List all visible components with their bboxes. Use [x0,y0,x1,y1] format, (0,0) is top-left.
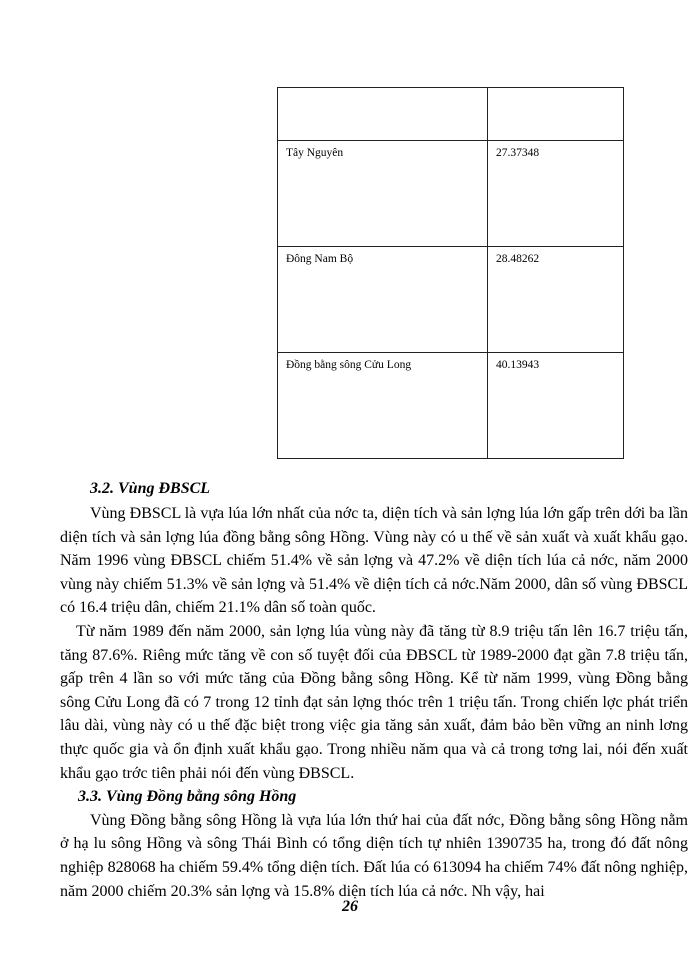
region-cell [278,88,488,141]
paragraph: Vùng ĐBSCL là vựa lúa lớn nhất của nớc ta, diện tích và sản lợng lúa lớn gấp trên dới ba lần diện tích và sản lợng lúa đồng bằng sông Hồng. Vùng này có u thế về sản xuất và xuất khẩu gạo. Năm 1996 vùng ĐBSCL chiếm 51.4% về sản lợng và 47.2% về diện tích lúa cả nớc, năm 2000 vùng này chiếm 51.3% về sản lợng và 51.4% về diện tích cả nớc.Năm 2000, dân số vùng ĐBSCL có 16.4 triệu dân, chiếm 21.1% dân số toàn quốc. [60,505,688,617]
value-cell: 40.13943 [488,353,624,459]
section-heading-3-2: 3.2. Vùng ĐBSCL [90,480,211,497]
value-cell: 28.48262 [488,247,624,353]
paragraph: Vùng Đồng bằng sông Hồng là vựa lúa lớn thứ hai của đất nớc, Đồng bằng sông Hồng nằm ở hạ lu sông Hồng và sông Thái Bình có tổng diện tích tự nhiên 1390735 ha, trong đó đất nông nghiệp 828068 ha chiếm 59.4% tổng diện tích. Đất lúa có 613094 ha chiếm 74% đất nông nghiệp, năm 2000 chiếm 20.3% sản lợng và 15.8% diện tích lúa cả nớc. Nh vậy, hai [60,811,688,900]
region-cell: Đồng bằng sông Cửu Long [278,353,488,459]
section-heading-3-3: 3.3. Vùng Đồng bằng sông Hồng [78,788,297,806]
body-text [60,502,688,903]
table-row [278,88,624,141]
region-cell: Tây Nguyên [278,141,488,247]
value-cell [488,88,624,141]
value-cell: 27.37348 [488,141,624,247]
page-number: 26 [342,898,358,915]
paragraph: Từ năm 1989 đến năm 2000, sản lợng lúa vùng này đã tăng từ 8.9 triệu tấn lên 16.7 triệu tấn, tăng 87.6%. Riêng mức tăng về con số tuyệt đối của ĐBSCL từ 1989-2000 đạt gần 7.8 triệu tấn, gấp trên 4 lần so với mức tăng của Đồng bằng sông Hồng. Kể từ năm 1999, vùng Đồng bằng sông Cửu Long đã có 7 trong 12 tỉnh đạt sản lợng thóc trên 1 triệu tấn. Trong chiến lợc phát triển lâu dài, vùng này có u thế đặc biệt trong việc gia tăng sản xuất, đảm bảo bền vững an ninh lơng thực quốc gia và ổn định xuất khẩu gạo. Trong nhiều năm qua và cả trong tơng lai, nói đến xuất khẩu gạo trớc tiên phải nói đến vùng ĐBSCL. [60,622,688,782]
table-row [278,353,624,459]
region-cell: Đông Nam Bộ [278,247,488,353]
table-row [278,141,624,247]
data-table [277,87,624,459]
table-row [278,247,624,353]
